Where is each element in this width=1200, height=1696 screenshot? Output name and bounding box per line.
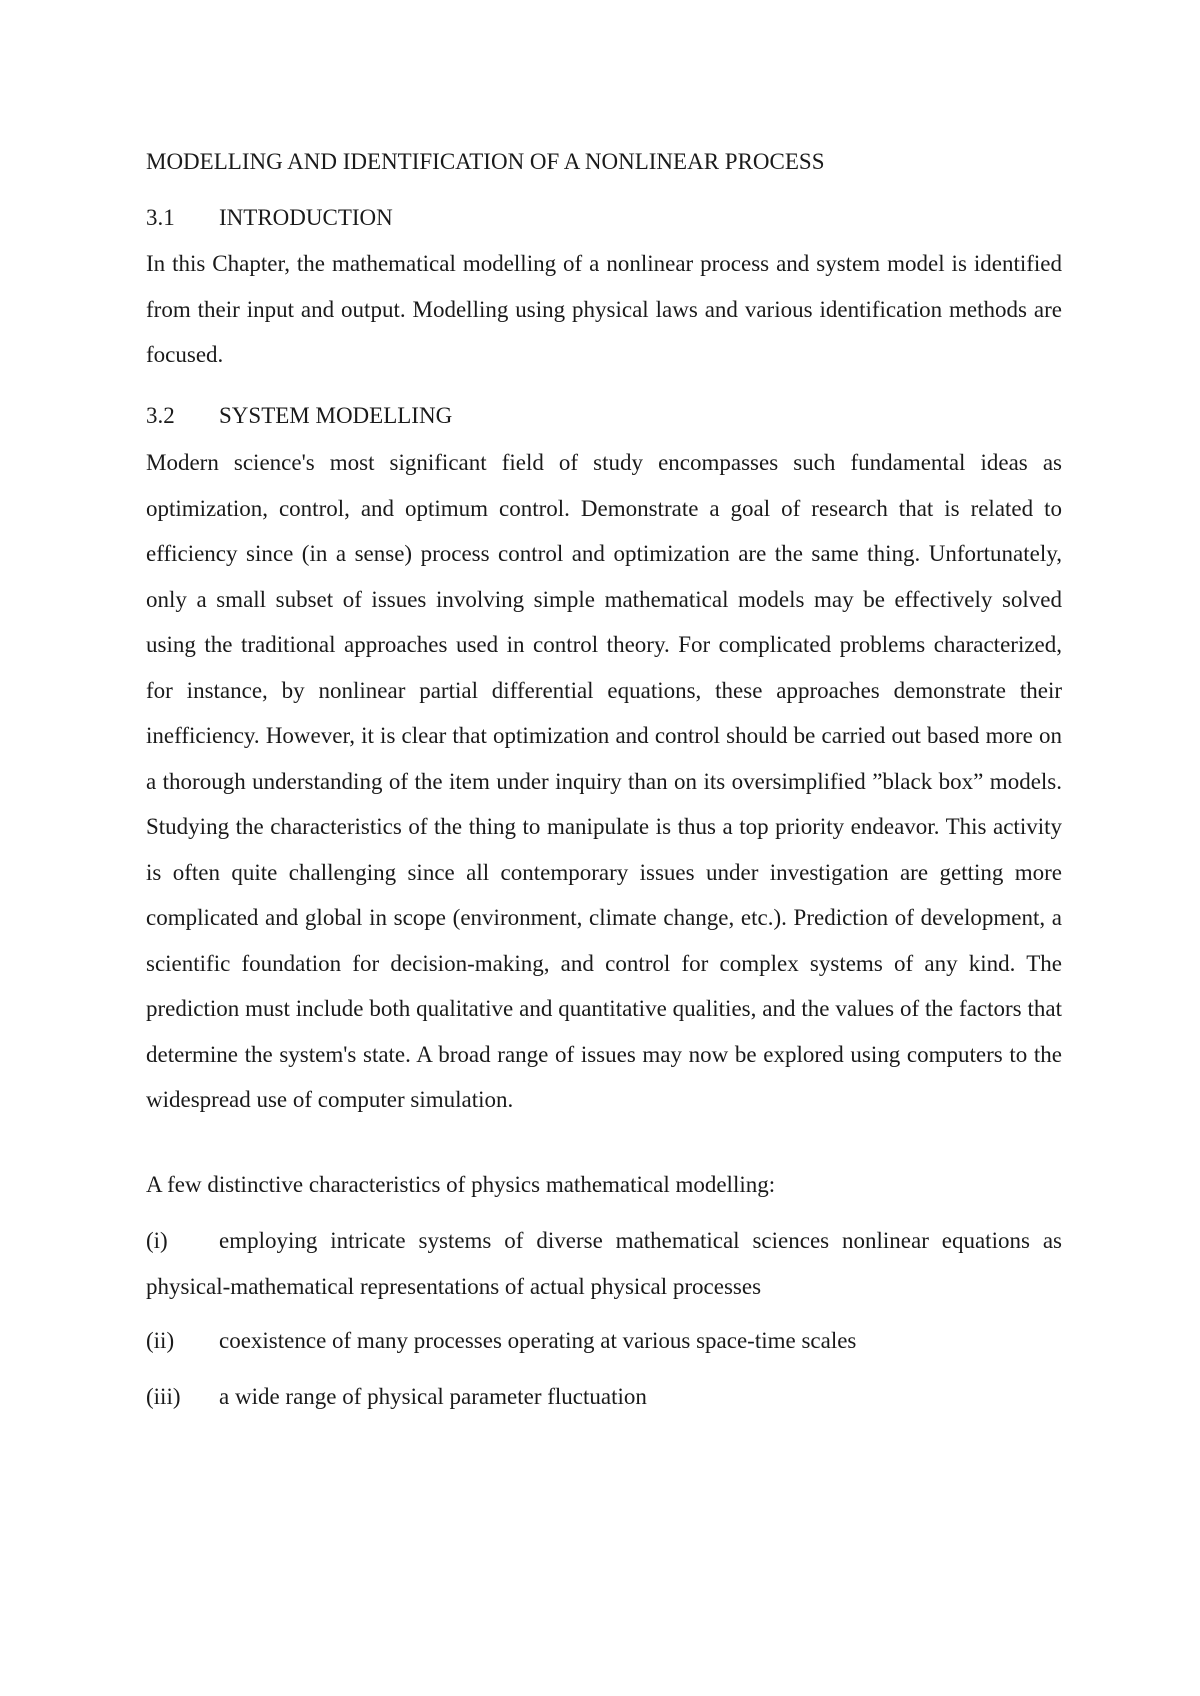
list-item-text: employing intricate systems of diverse mathematical sciences nonlinear equations as physical-mathematical representations of actual physical processes bbox=[146, 1228, 1062, 1299]
introduction-paragraph: In this Chapter, the mathematical modelling of a nonlinear process and system model is identified from their input and output. Modelling using physical laws and various identification methods are focused. bbox=[146, 251, 1062, 367]
section-heading-introduction bbox=[146, 203, 1062, 233]
list-item-text: a wide range of physical parameter fluctuation bbox=[219, 1384, 647, 1409]
chapter-title: MODELLING AND IDENTIFICATION OF A NONLINEAR PROCESS bbox=[146, 149, 825, 174]
list-item-i bbox=[146, 1218, 1062, 1309]
list-item-iii bbox=[146, 1374, 1062, 1420]
section-title: INTRODUCTION bbox=[219, 205, 393, 230]
list-item-label: (iii) bbox=[146, 1384, 181, 1409]
section-number: 3.2 bbox=[146, 403, 175, 428]
list-item-ii bbox=[146, 1318, 1062, 1364]
section-title: SYSTEM MODELLING bbox=[219, 403, 453, 428]
list-item-label: (ii) bbox=[146, 1328, 175, 1353]
list-item-label: (i) bbox=[146, 1228, 168, 1253]
system-modelling-paragraph: Modern science's most significant field of study encompasses such fundamental ideas as optimization, control, and optimum control. Demonstrate a goal of research that is related to efficiency since (in a sense) process control and optimization are the same thing. Unfortunately, only a small subset of issues involving simple mathematical models may be effectively solved using the traditional approaches used in control theory. For complicated problems characterized, for instance, by nonlinear partial differential equations, these approaches demonstrate their inefficiency. However, it is clear that optimization and control should be carried out based more on a thorough understanding of the item under inquiry than on its oversimplified ”black box” models. Studying the characteristics of the thing to manipulate is thus a top priority endeavor. This activity is often quite challenging since all contemporary issues under investigation are getting more complicated and global in scope (environment, climate change, etc.). Prediction of development, a scientific foundation for decision-making, and control for complex systems of any kind. The prediction must include both qualitative and quantitative qualities, and the values of the factors that determine the system's state. A broad range of issues may now be explored using computers to the widespread use of computer simulation. bbox=[146, 450, 1062, 1112]
list-intro: A few distinctive characteristics of physics mathematical modelling: bbox=[146, 1172, 776, 1197]
section-heading-system-modelling bbox=[146, 401, 1062, 431]
list-item-text: coexistence of many processes operating at various space-time scales bbox=[219, 1328, 857, 1353]
section-number: 3.1 bbox=[146, 205, 175, 230]
